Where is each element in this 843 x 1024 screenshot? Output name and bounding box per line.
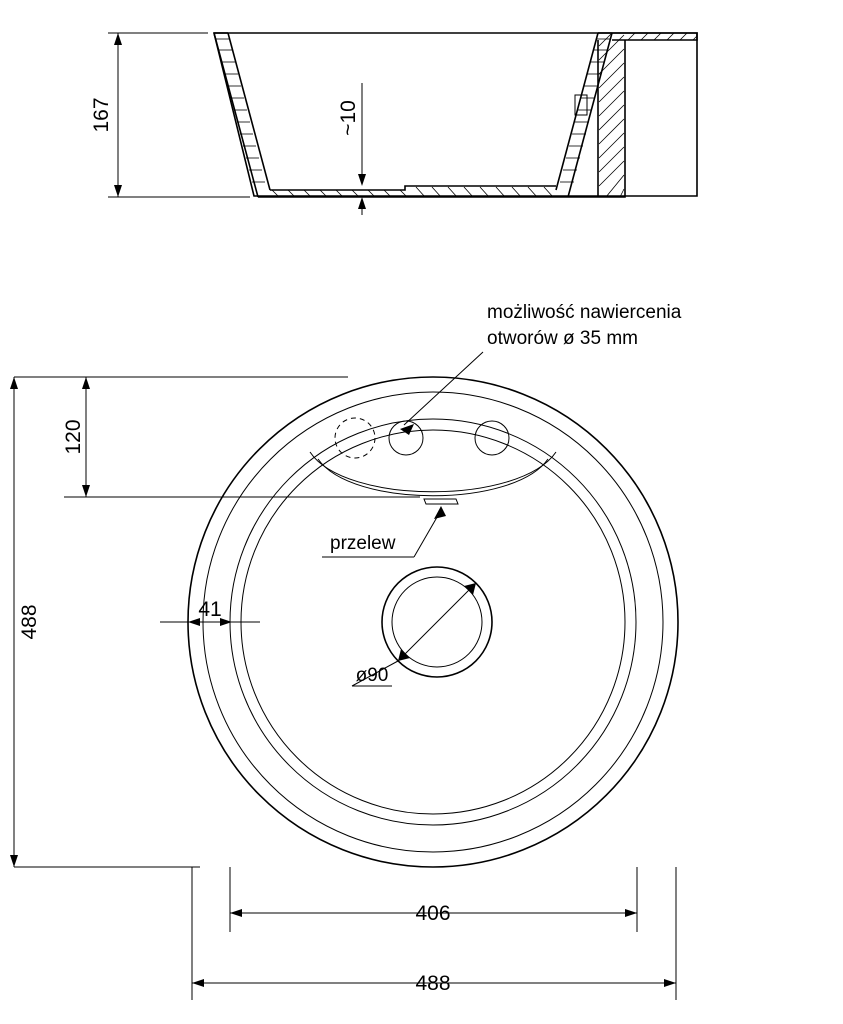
overflow-slot xyxy=(424,499,458,504)
tap-holes-note-line2: otworów ø 35 mm xyxy=(487,328,638,349)
dimension-120 xyxy=(14,377,420,497)
dimension-406 xyxy=(230,867,637,932)
deck-ledge-outline-inner xyxy=(318,459,548,496)
dimension-488-vertical-label: 488 xyxy=(18,604,41,640)
section-hatch-deck xyxy=(599,33,624,197)
dimension-488-horizontal-label: 488 xyxy=(415,972,451,995)
sink-bowl-inner-circle xyxy=(241,430,625,814)
dimension-41-label: 41 xyxy=(198,598,222,621)
dimension-41 xyxy=(160,598,260,626)
overflow-note-label: przelew xyxy=(330,533,396,554)
top-view xyxy=(10,302,682,1000)
tap-holes-leader xyxy=(404,352,483,425)
section-left-wall-outer xyxy=(214,33,258,197)
deck-ledge-outline xyxy=(310,452,556,492)
tap-hole-2 xyxy=(475,421,509,455)
drain-diameter-line xyxy=(398,583,476,661)
sink-inner-rim-circle xyxy=(203,392,663,852)
dimension-406-label: 406 xyxy=(415,902,451,925)
sink-bowl-circle xyxy=(230,419,636,825)
overflow-annotation xyxy=(322,506,446,557)
drain-diameter-label: ø90 xyxy=(355,665,389,686)
section-hatch-right xyxy=(560,39,610,182)
sink-outer-circle xyxy=(188,377,678,867)
tap-holes-annotation xyxy=(400,302,682,435)
overflow-leader xyxy=(414,512,440,557)
dimension-488-horizontal xyxy=(192,867,676,1000)
dimension-167 xyxy=(90,33,250,197)
tap-holes-note-line1: możliwość nawiercenia xyxy=(487,302,682,323)
tap-hole-optional xyxy=(335,418,375,458)
dimension-10-label: ~10 xyxy=(337,100,360,136)
tap-hole-1 xyxy=(389,421,423,455)
section-hatch-left xyxy=(216,39,265,182)
dimension-120-label: 120 xyxy=(62,419,85,455)
section-hatch-flange xyxy=(628,33,697,40)
section-deck-bottom xyxy=(568,40,625,197)
section-view xyxy=(90,33,697,215)
dimension-167-label: 167 xyxy=(90,97,113,133)
